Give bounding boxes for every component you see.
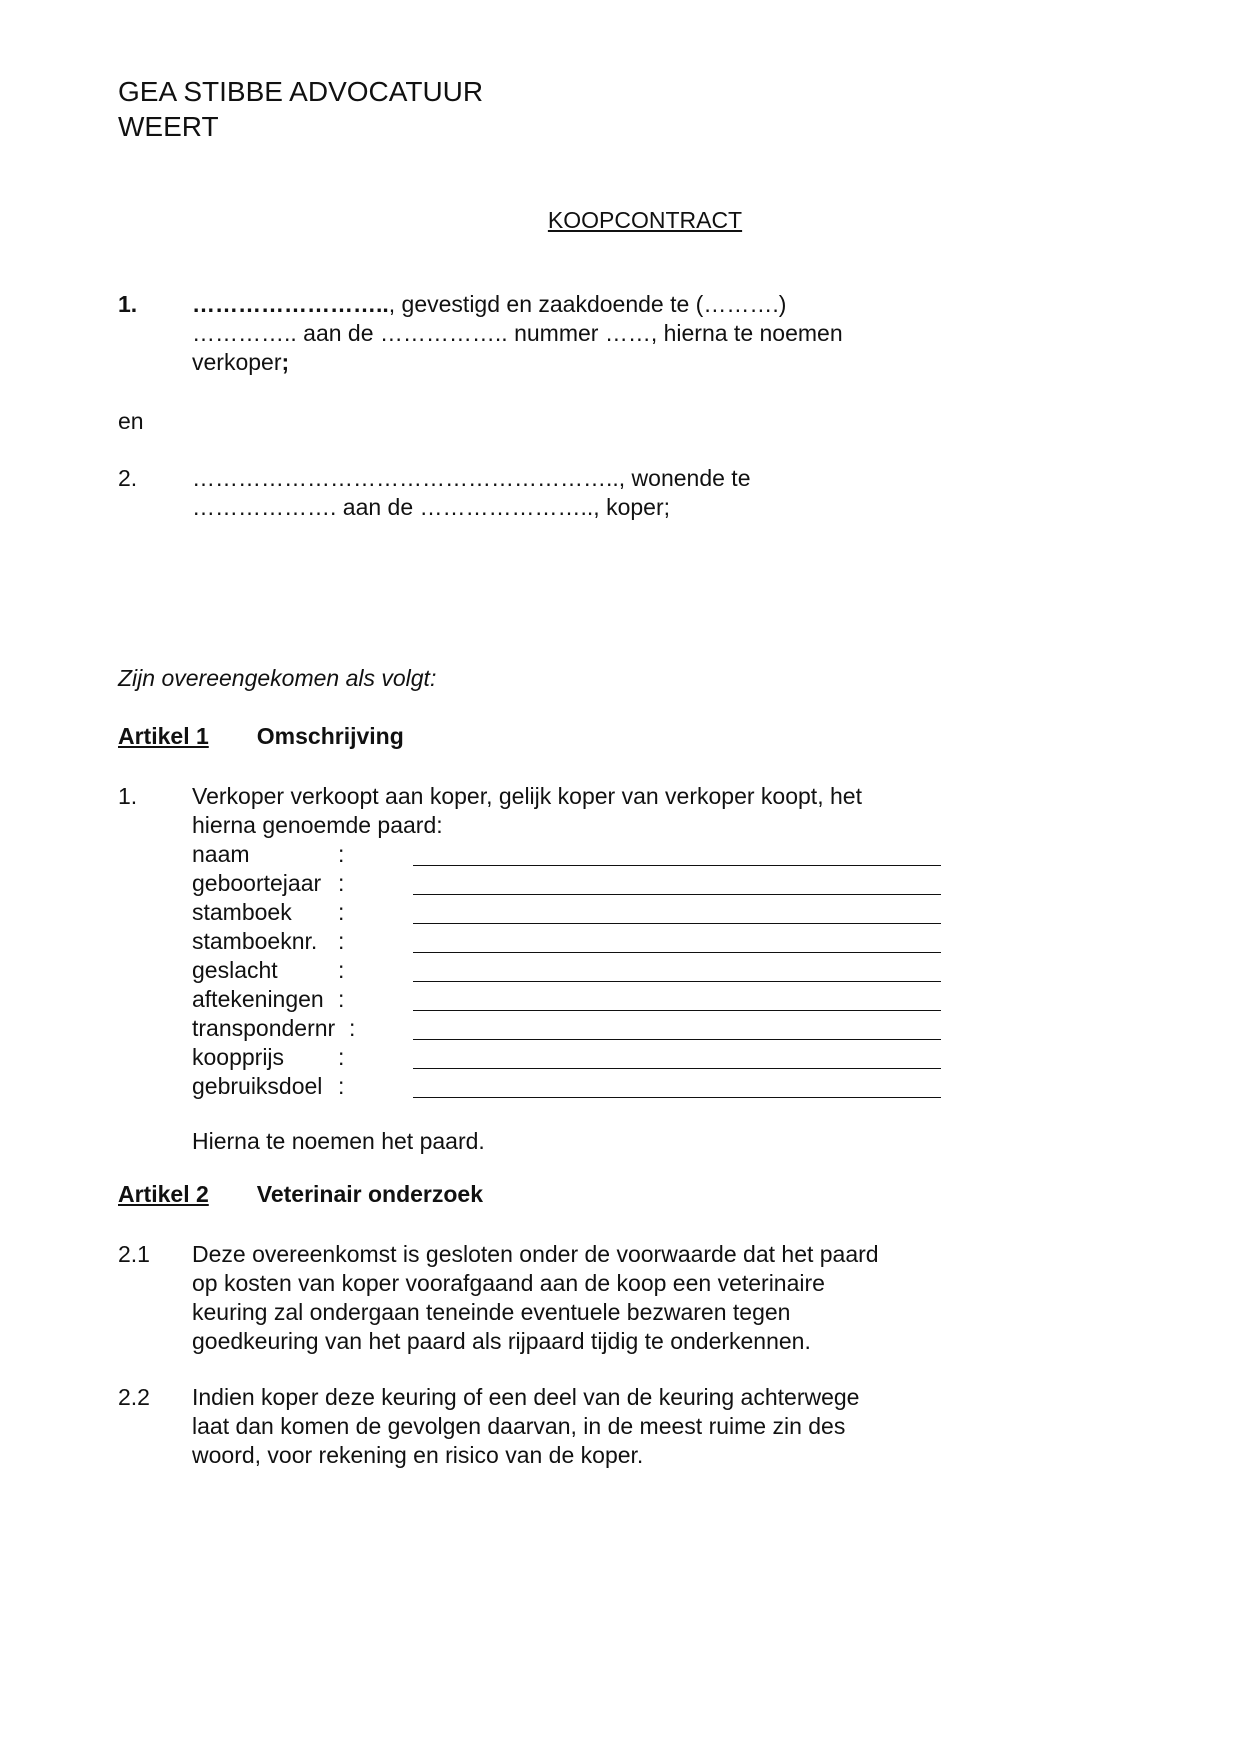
field-colon: : (338, 957, 345, 983)
firm-city: WEERT (118, 111, 219, 142)
field-blank-line[interactable] (413, 894, 941, 895)
horse-fields (192, 840, 952, 1101)
field-row-geslacht (192, 956, 952, 985)
field-blank-line[interactable] (413, 981, 941, 982)
article1-title: Omschrijving (256, 723, 404, 749)
field-colon: : (338, 841, 345, 867)
article1-label: Artikel 1 (118, 723, 209, 749)
seller-role-text: verkoper (192, 349, 282, 375)
document-title: KOOPCONTRACT (547, 207, 743, 233)
article2-item-number: 2.2 (118, 1384, 150, 1410)
field-label: transpondernr (192, 1015, 336, 1041)
article1-item-text (192, 782, 1012, 840)
article1-heading (118, 722, 404, 751)
party-buyer-number: 2. (118, 465, 138, 491)
seller-address-text: ………….. aan de …………….. nummer ……, hierna te noemen (192, 320, 843, 346)
text-line: goedkeuring van het paard als rijpaard tijdig te onderkennen. (192, 1328, 811, 1354)
field-colon: : (349, 1015, 356, 1041)
seller-location-text: , gevestigd en zaakdoende te (……….) (388, 291, 787, 317)
field-colon: : (338, 1073, 345, 1099)
field-label: koopprijs (192, 1044, 285, 1070)
field-blank-line[interactable] (413, 1039, 941, 1040)
article2-heading (118, 1180, 483, 1209)
field-blank-line[interactable] (413, 1097, 941, 1098)
article1-item-number: 1. (118, 783, 138, 809)
article1-intro-line1: Verkoper verkoopt aan koper, gelijk koper van verkoper koopt, het (192, 783, 862, 809)
field-row-koopprijs (192, 1043, 952, 1072)
article2-item-text (192, 1240, 1012, 1356)
field-row-transpondernr (192, 1014, 952, 1043)
field-colon: : (338, 1044, 345, 1070)
field-colon: : (338, 899, 345, 925)
party-seller-number: 1. (118, 291, 138, 317)
field-label: aftekeningen (192, 986, 324, 1012)
seller-role-semicolon: ; (281, 349, 290, 375)
field-blank-line[interactable] (413, 923, 941, 924)
field-colon: : (338, 870, 345, 896)
field-row-naam (192, 840, 952, 869)
text-line: laat dan komen de gevolgen daarvan, in de meest ruime zin des (192, 1413, 846, 1439)
firm-name: GEA STIBBE ADVOCATUUR (118, 76, 484, 107)
field-row-geboortejaar (192, 869, 952, 898)
text-line: keuring zal ondergaan teneinde eventuele bezwaren tegen (192, 1299, 791, 1325)
field-label: gebruiksdoel (192, 1073, 323, 1099)
field-blank-line[interactable] (413, 1068, 941, 1069)
field-colon: : (338, 928, 345, 954)
text-line: woord, voor rekening en risico van de koper. (192, 1442, 644, 1468)
field-blank-line[interactable] (413, 1010, 941, 1011)
party-buyer-text (192, 464, 1012, 522)
field-row-gebruiksdoel (192, 1072, 952, 1101)
field-blank-line[interactable] (413, 865, 941, 866)
field-row-aftekeningen (192, 985, 952, 1014)
buyer-address-text: ………………. aan de ………………….., koper; (192, 494, 671, 520)
field-label: naam (192, 841, 250, 867)
buyer-name-text: ……………………………………………….., wonende te (192, 465, 751, 491)
text-line: Indien koper deze keuring of een deel van de keuring achterwege (192, 1384, 860, 1410)
field-row-stamboek (192, 898, 952, 927)
text-line: op kosten van koper voorafgaand aan de koop een veterinaire (192, 1270, 825, 1296)
article1-intro-line2: hierna genoemde paard: (192, 812, 443, 838)
article2-item-text (192, 1383, 1012, 1470)
field-label: geboortejaar (192, 870, 322, 896)
field-label: stamboek (192, 899, 292, 925)
text-line: Deze overeenkomst is gesloten onder de voorwaarde dat het paard (192, 1241, 879, 1267)
party-seller-text (192, 290, 1012, 377)
article1-closing: Hierna te noemen het paard. (192, 1128, 485, 1154)
field-row-stamboeknr (192, 927, 952, 956)
article2-title: Veterinair onderzoek (256, 1181, 484, 1207)
field-blank-line[interactable] (413, 952, 941, 953)
agreement-intro: Zijn overeengekomen als volgt: (118, 665, 437, 691)
article2-item-number: 2.1 (118, 1241, 150, 1267)
article2-label: Artikel 2 (118, 1181, 209, 1207)
field-label: stamboeknr. (192, 928, 318, 954)
seller-name-blank: …………………….. (192, 291, 389, 317)
firm-header (118, 74, 483, 144)
field-colon: : (338, 986, 345, 1012)
field-label: geslacht (192, 957, 278, 983)
conjunction-en: en (118, 408, 144, 434)
